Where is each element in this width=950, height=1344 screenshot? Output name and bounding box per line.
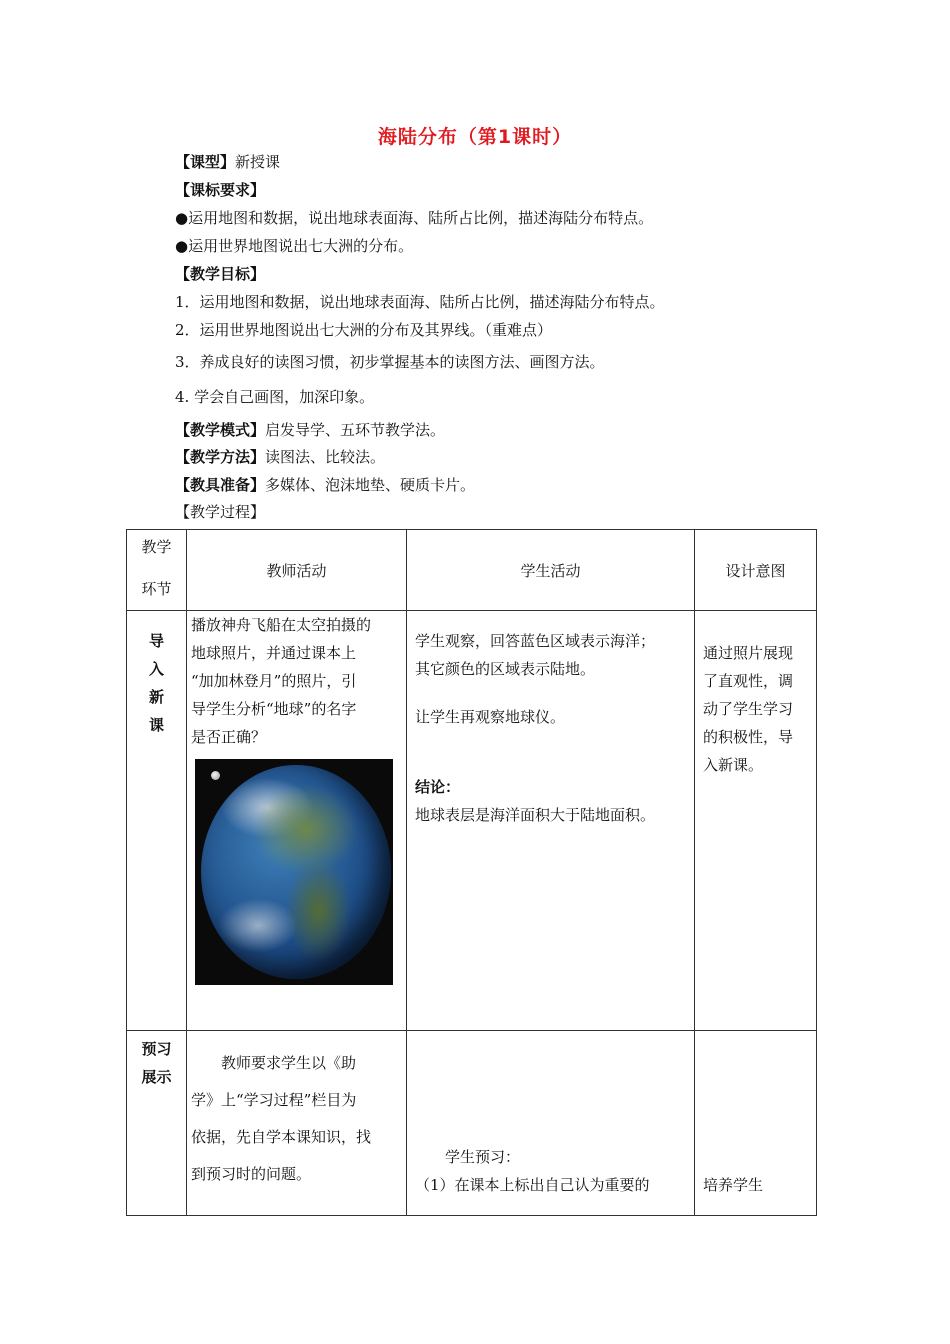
header-stage: 教学 环节 <box>127 530 187 611</box>
meta-line-tools: 【教具准备】多媒体、泡沫地垫、硬质卡片。 <box>175 476 476 494</box>
meta-line-goal-4: 4. 学会自己画图，加深印象。 <box>175 388 375 406</box>
design-intent-intro: 通过照片展现 了直观性，调 动了学生学习 的积极性，导 入新课。 <box>695 611 817 1031</box>
meta-line-goals-heading: 【教学目标】 <box>175 265 266 283</box>
student-activity-preview: 学生预习： （1）在课本上标出自己认为重要的 <box>407 1031 695 1216</box>
conclusion-text: 地球表层是海洋面积大于陆地面积。 <box>415 806 656 824</box>
earth-photo <box>195 759 393 985</box>
meta-line-goal-3: 3．养成良好的读图习惯，初步掌握基本的读图方法、画图方法。 <box>175 353 605 371</box>
meta-line-goal-2: 2．运用世界地图说出七大洲的分布及其界线。（重难点） <box>175 321 553 339</box>
meta-line-type: 【课型】新授课 <box>175 153 281 171</box>
meta-line-process-heading: 【教学过程】 <box>175 503 266 521</box>
meta-line-standard-1: ●运用地图和数据，说出地球表面海、陆所占比例，描述海陆分布特点。 <box>175 209 654 227</box>
meta-line-standard-2: ●运用世界地图说出七大洲的分布。 <box>175 237 414 255</box>
lesson-process-table <box>126 529 817 1216</box>
table-row-intro <box>127 611 817 1031</box>
student-activity-intro: 学生观察，回答蓝色区域表示海洋； 其它颜色的区域表示陆地。 让学生再观察地球仪。 结论： 地球表层是海洋面积大于陆地面积。 <box>407 611 695 1031</box>
stage-preview: 预习 展示 <box>127 1031 187 1216</box>
stage-intro: 导 入 新 课 <box>127 611 187 1031</box>
teacher-activity-intro: 播放神舟飞船在太空拍摄的 地球照片，并通过课本上 “加加林登月”的照片，引 导学生分析“地球”的名字 是否正确？ <box>187 611 407 1031</box>
earth-globe-image <box>201 765 391 979</box>
table-header-row <box>127 530 817 611</box>
document-title: 海陆分布（第1课时） <box>377 126 573 148</box>
teacher-activity-preview: 教师要求学生以《助 学》上“学习过程”栏目为 依据，先自学本课知识，找 到预习时的问题。 <box>187 1031 407 1216</box>
meta-line-standard-heading: 【课标要求】 <box>175 181 266 199</box>
design-intent-preview: 培养学生 <box>695 1031 817 1216</box>
meta-line-goal-1: 1．运用地图和数据，说出地球表面海、陆所占比例，描述海陆分布特点。 <box>175 293 665 311</box>
meta-line-method: 【教学方法】读图法、比较法。 <box>175 448 386 466</box>
header-design: 设计意图 <box>695 530 817 611</box>
table-row-preview <box>127 1031 817 1216</box>
header-student: 学生活动 <box>407 530 695 611</box>
conclusion-label: 结论： <box>415 778 461 796</box>
meta-line-mode: 【教学模式】启发导学、五环节教学法。 <box>175 421 446 439</box>
header-teacher: 教师活动 <box>187 530 407 611</box>
moon-image <box>211 771 220 780</box>
